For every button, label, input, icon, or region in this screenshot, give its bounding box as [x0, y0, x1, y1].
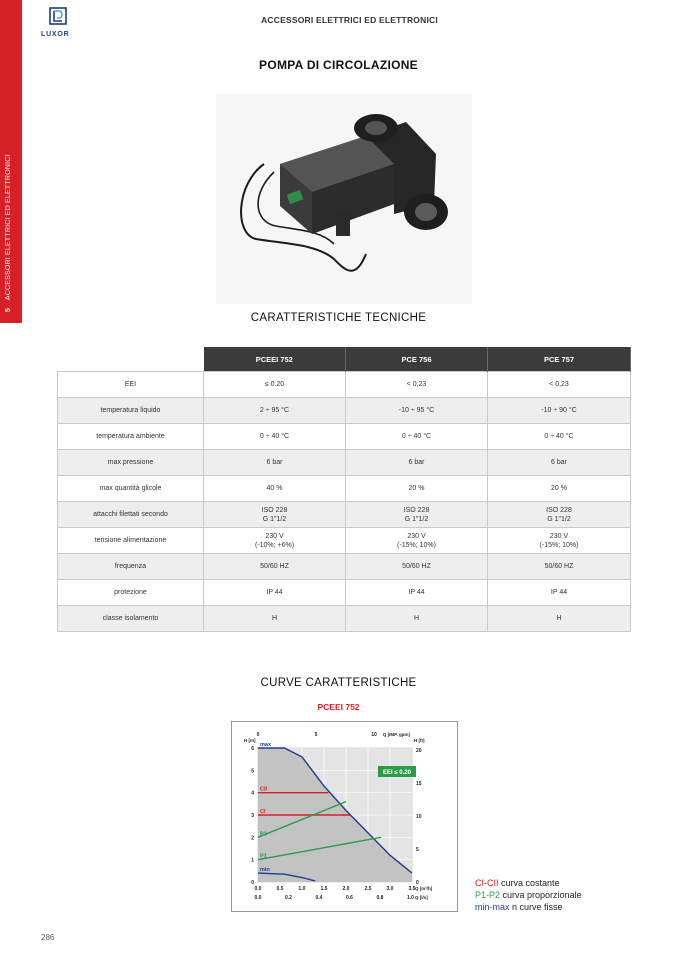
pump-image [216, 94, 472, 304]
chart-legend [475, 877, 582, 913]
series-label-ci: CI [260, 809, 266, 815]
cell-value: 6 bar [204, 450, 346, 476]
cell-value: 230 V (-10%; +6%) [204, 528, 346, 554]
cell-value: -10 ÷ 90 °C [488, 398, 631, 424]
cell-value: ISO 228 G 1"1/2 [204, 502, 346, 528]
row-label: protezione [58, 580, 204, 606]
right-axis-label: H [ft] [414, 738, 425, 743]
table-row [58, 424, 631, 450]
table-row [58, 554, 631, 580]
section-side-tab [0, 0, 22, 323]
y-tick-label: 4 [251, 790, 254, 797]
cell-value: 6 bar [346, 450, 488, 476]
cell-value: 20 % [488, 476, 631, 502]
row-label: attacchi filettati secondo [58, 502, 204, 528]
table-row [58, 476, 631, 502]
cell-value: IP 44 [204, 580, 346, 606]
right-tick-label: 0 [416, 880, 419, 886]
cell-value: 50/60 HZ [346, 554, 488, 580]
y-tick-label: 1 [251, 857, 254, 864]
x-tick-label: 3.5 [408, 886, 416, 892]
header-pceei-752: PCEEI 752 [204, 347, 346, 372]
top-tick-label: 5 [314, 732, 318, 738]
series-label-p2: P2 [260, 831, 267, 838]
y-tick-label: 6 [251, 746, 254, 752]
cell-value: < 0,23 [488, 372, 631, 398]
cell-value: 50/60 HZ [488, 554, 631, 580]
series-label-min: min [260, 867, 270, 874]
table-row [58, 528, 631, 554]
table-row [58, 398, 631, 424]
right-tick-label: 20 [416, 748, 422, 754]
cell-value: ISO 228 G 1"1/2 [488, 502, 631, 528]
section-side-label [5, 0, 17, 312]
series-label-cii: CII [260, 786, 268, 793]
y-tick-label: 0 [251, 880, 254, 886]
section-name: ACCESSORI ELETTRICI ED ELETTRONICI [5, 154, 12, 301]
y-tick-label: 3 [251, 813, 254, 819]
x-tick-label: 3.0 [386, 886, 394, 892]
row-label: tensione alimentazione [58, 528, 204, 554]
cell-value: < 0,23 [346, 372, 488, 398]
page-number: 286 [41, 933, 55, 942]
section-header: ACCESSORI ELETTRICI ED ELETTRONICI [261, 15, 438, 25]
cell-value: 0 ÷ 40 °C [204, 424, 346, 450]
bottom2-tick-label: 0.0 [254, 895, 262, 901]
x-tick-label: 2.0 [342, 886, 350, 892]
cell-value: IP 44 [346, 580, 488, 606]
cell-value: -10 ÷ 95 °C [346, 398, 488, 424]
cell-value: 6 bar [488, 450, 631, 476]
cell-value: ≤ 0.20 [204, 372, 346, 398]
bottom2-tick-label: 0.6 [346, 895, 353, 901]
series-label-p1: P1 [260, 853, 267, 860]
top-axis-label: Q [IMP. gpm] [382, 732, 410, 737]
table-row [58, 606, 631, 632]
specs-title: CARATTERISTICHE TECNICHE [250, 312, 427, 324]
logo-text: LUXOR [41, 31, 70, 38]
row-label: frequenza [58, 554, 204, 580]
cell-value: 40 % [204, 476, 346, 502]
top-tick-label: 10 [371, 732, 377, 738]
header-empty-cell [58, 347, 204, 372]
row-label: max quantità glicole [58, 476, 204, 502]
y-tick-label: 2 [251, 835, 254, 842]
cell-value: ISO 228 G 1"1/2 [346, 502, 488, 528]
table-row [58, 502, 631, 528]
cell-value: 0 ÷ 40 °C [488, 424, 631, 450]
row-label: EEI [58, 372, 204, 398]
x-axis-label: Q [m³/h] [415, 886, 433, 891]
bottom2-axis-label: Q [l/s] [415, 895, 428, 900]
curves-model-label: PCEEI 752 [317, 702, 360, 712]
bottom2-tick-label: 0.8 [376, 895, 384, 901]
cell-value: 230 V (-15%; 10%) [488, 528, 631, 554]
legend-item-proportional: P1-P2 curva proporzionale [475, 890, 582, 900]
right-tick-label: 10 [416, 814, 422, 820]
bottom2-tick-label: 0.2 [285, 895, 292, 901]
right-tick-label: 5 [416, 847, 419, 853]
legend-item-fixed: min-max n curve fisse [475, 902, 563, 912]
cell-value: 2 ÷ 95 °C [204, 398, 346, 424]
performance-chart-svg [232, 722, 457, 911]
row-label: max pressione [58, 450, 204, 476]
row-label: classe isolamento [58, 606, 204, 632]
bottom2-tick-label: 0.4 [315, 895, 323, 901]
header-pce-757: PCE 757 [488, 347, 631, 372]
top-tick-label: 0 [256, 732, 260, 738]
row-label: temperatura ambiente [58, 424, 204, 450]
page-title: POMPA DI CIRCOLAZIONE [259, 58, 418, 72]
x-tick-label: 1.0 [298, 886, 306, 892]
cell-value: 20 % [346, 476, 488, 502]
series-label-max: max [260, 742, 272, 748]
cell-value: 50/60 HZ [204, 554, 346, 580]
cell-value: 0 ÷ 40 °C [346, 424, 488, 450]
x-tick-label: 0.0 [254, 886, 262, 892]
specs-header-row [58, 347, 631, 372]
product-photo [216, 94, 472, 304]
bottom2-tick-label: 1.0 [407, 895, 414, 901]
cell-value: IP 44 [488, 580, 631, 606]
y-axis-label: H [m] [244, 738, 256, 743]
performance-chart [231, 721, 458, 912]
cell-value: H [204, 606, 346, 632]
x-tick-label: 1.5 [320, 886, 328, 892]
x-tick-label: 0.5 [276, 886, 284, 892]
section-number: 5 [5, 307, 12, 312]
curves-title: CURVE CARATTERISTICHE [260, 677, 417, 689]
eei-badge-text: EEI ≤ 0.20 [383, 770, 411, 776]
x-tick-label: 2.5 [364, 886, 372, 892]
table-row [58, 372, 631, 398]
right-tick-label: 15 [416, 781, 422, 787]
y-tick-label: 5 [251, 768, 254, 775]
table-row [58, 450, 631, 476]
specs-table [57, 347, 631, 632]
cell-value: H [346, 606, 488, 632]
row-label: temperatura liquido [58, 398, 204, 424]
header-pce-756: PCE 756 [346, 347, 488, 372]
cell-value: H [488, 606, 631, 632]
table-row [58, 580, 631, 606]
legend-item-constant: CI-CII curva costante [475, 878, 560, 888]
cell-value: 230 V (-15%; 10%) [346, 528, 488, 554]
